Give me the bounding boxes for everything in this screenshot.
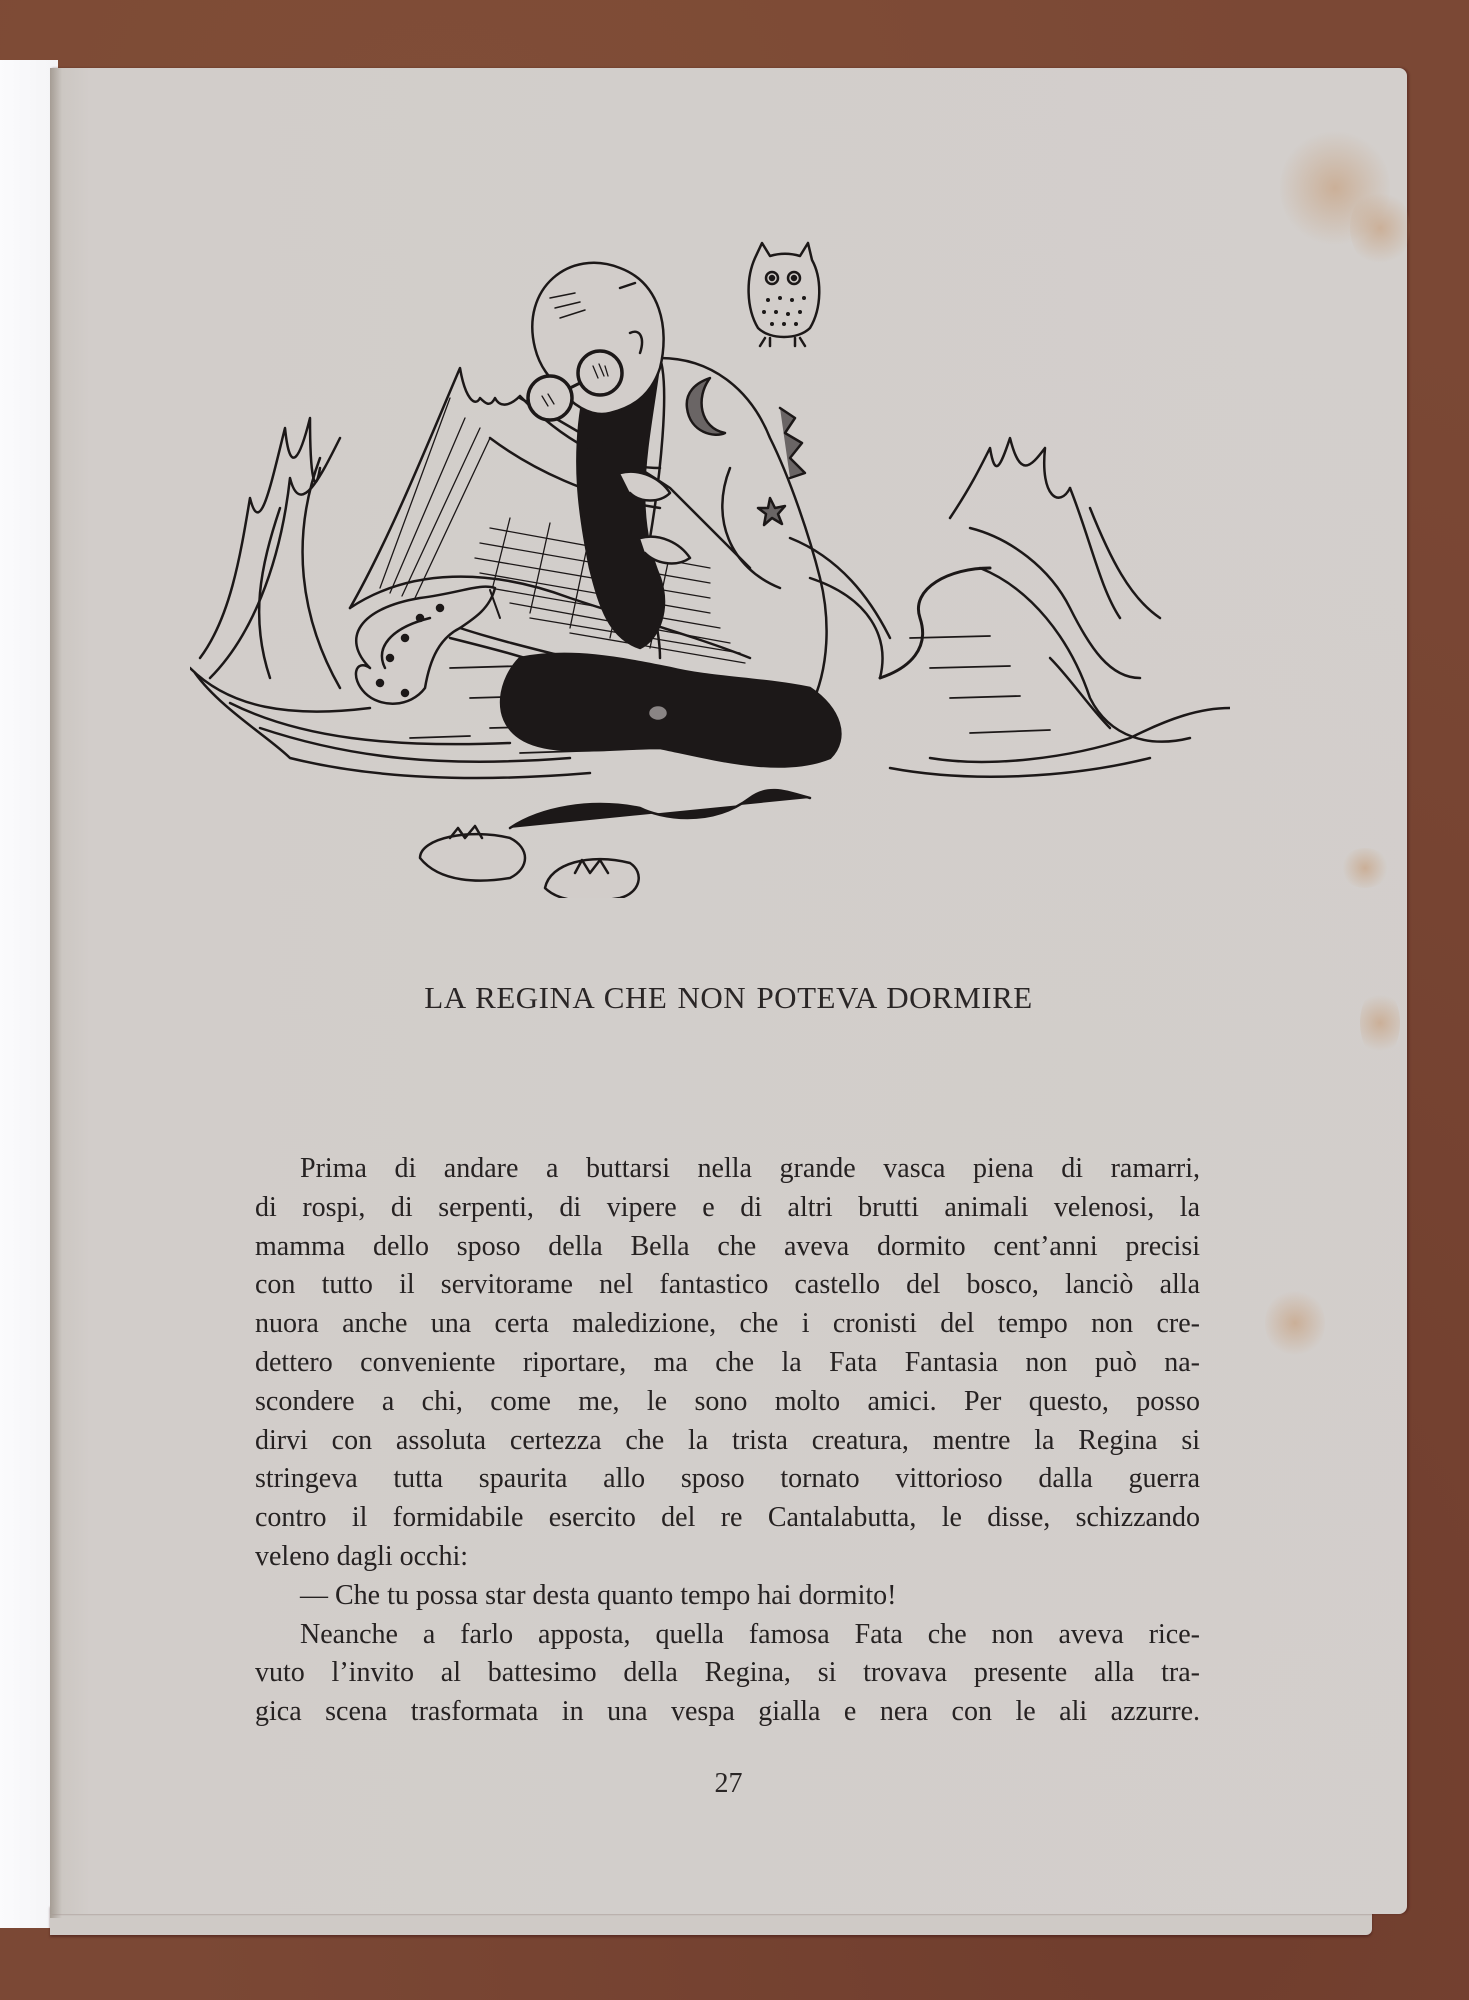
text-line: dettero conveniente riportare, ma che la Fata Fantasia non può na- [255,1346,1200,1378]
page-number: 27 [714,1768,743,1799]
text-line: stringeva tutta spaurita allo sposo tornato vittorioso dalla guerra [255,1463,1200,1495]
text-line: scondere a chi, come me, le sono molto amici. Per questo, posso [255,1385,1200,1417]
glasses-lens-right [578,351,622,395]
foxing-stain [1350,188,1410,268]
foxing-stain [1340,848,1390,888]
text-line: contro il formidabile esercito del re Cantalabutta, le disse, schizzando [255,1502,1200,1534]
dialogue-line: — Che tu possa star desta quanto tempo hai dormito! [300,1579,897,1611]
chapter-title: LA REGINA CHE NON POTEVA DORMIRE [424,980,1033,1015]
text-line: Neanche a farlo apposta, quella famosa Fata che non aveva rice- [300,1618,1200,1650]
book-page [50,68,1407,1914]
text-line: mamma dello sposo della Bella che aveva dormito cent’anni precisi [255,1230,1200,1262]
text-line: nuora anche una certa maledizione, che i cronisti del tempo non cre- [255,1308,1200,1340]
crescent-moon-icon [687,378,725,435]
owl-icon [749,243,820,346]
text-line: con tutto il servitorame nel fantastico castello del bosco, lanciò alla [255,1269,1200,1301]
text-line: di rospi, di serpenti, di vipere e di altri brutti animali velenosi, la [255,1191,1200,1223]
text-line: veleno dagli occhi: [255,1540,469,1572]
text-line: vuto l’invito al battesimo della Regina, si trovava presente alla tra- [255,1657,1200,1689]
star-icon [758,498,785,525]
body-text [255,1150,1200,1732]
text-line: dirvi con assoluta certezza che la trista creatura, mentre la Regina si [255,1424,1200,1456]
spine-shadow [50,68,62,1918]
text-line: gica scena trasformata in una vespa gialla e nera con le ali azzurre. [255,1696,1200,1728]
foxing-stain [1265,1288,1325,1358]
slippers-icon [420,790,810,898]
illustration-wizard-reading [190,238,1230,898]
text-line: Prima di andare a buttarsi nella grande vasca piena di ramarri, [300,1153,1200,1184]
flames-right-icon [890,438,1230,777]
